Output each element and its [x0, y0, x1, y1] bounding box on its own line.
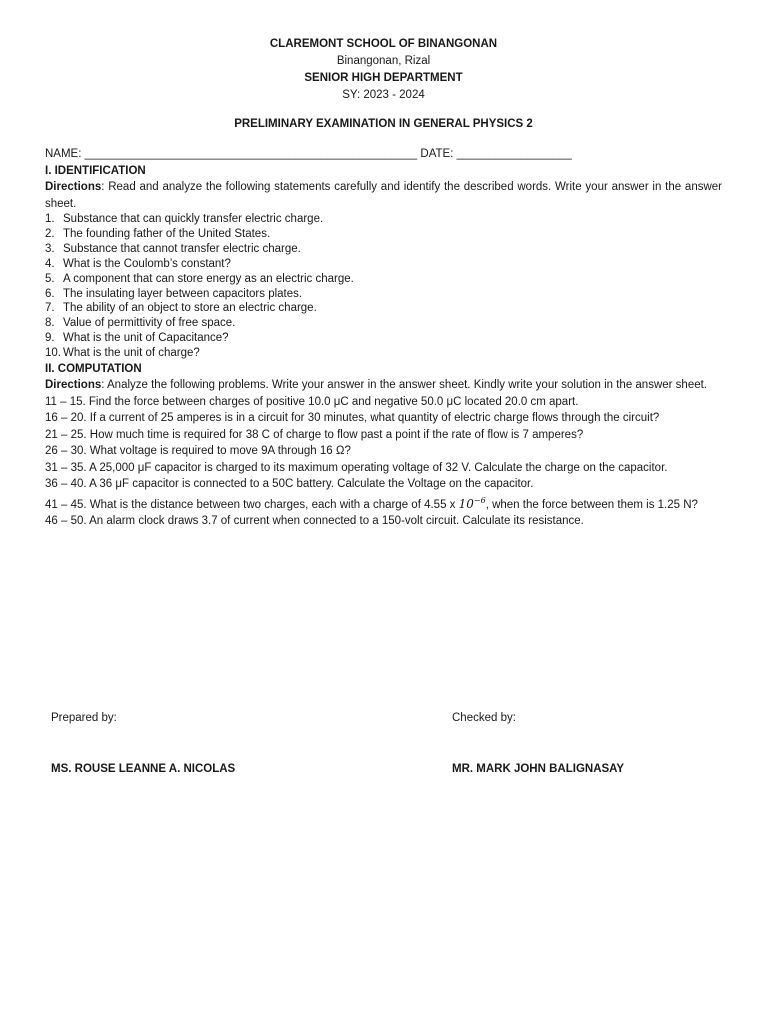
item-number: 10. — [45, 347, 61, 360]
computation-problem: 21 – 25. How much time is required for 38 C of charge to flow past a point if the rate of flow is 7 amperes? — [45, 428, 584, 441]
item-text: Value of permittivity of free space. — [63, 317, 236, 330]
item-text: What is the unit of charge? — [63, 347, 200, 360]
name-date-line: NAME: ____________________________________________________ DATE: __________________ — [45, 148, 572, 160]
checked-by-name: MR. MARK JOHN BALIGNASAY — [452, 763, 625, 775]
directions-text: : Read and analyze the following statements carefully and identify the described words. Write your answer in the answer sheet. — [45, 181, 722, 210]
school-name: CLAREMONT SCHOOL OF BINANGONAN — [269, 38, 498, 50]
identification-item — [45, 287, 722, 302]
item-number: 1. — [45, 213, 55, 225]
computation-problem: 26 – 30. What voltage is required to move 9A through 16 Ω? — [45, 445, 351, 458]
exam-page — [45, 36, 722, 530]
item-number: 2. — [45, 227, 55, 240]
identification-item — [45, 227, 722, 242]
item-number: 5. — [45, 272, 55, 285]
item-text: What is the unit of Capacitance? — [63, 332, 229, 345]
problem-text: 41 – 45. What is the distance between two charges, each with a charge of 4.55 x — [45, 498, 459, 511]
directions-label: Directions — [45, 181, 102, 193]
identification-item — [45, 257, 722, 272]
directions-label: Directions — [45, 379, 102, 392]
identification-directions — [45, 179, 722, 212]
item-text: The ability of an object to store an electric charge. — [63, 302, 317, 315]
item-number: 3. — [45, 242, 55, 255]
item-text: Substance that can quickly transfer electric charge. — [63, 213, 324, 225]
identification-item — [45, 346, 722, 361]
department: SENIOR HIGH DEPARTMENT — [304, 72, 463, 84]
identification-item — [45, 242, 722, 257]
prepared-by-label: Prepared by: — [51, 712, 117, 724]
problem-46-50: 46 – 50. An alarm clock draws 3.7 of current when connected to a 150-volt circuit. Calculate its resistance. — [45, 515, 584, 528]
identification-item — [45, 272, 722, 287]
school-location: Binangonan, Rizal — [336, 55, 431, 67]
item-text: The founding father of the United States. — [63, 227, 271, 240]
problem-list — [45, 394, 722, 493]
identification-item — [45, 331, 722, 346]
computation-heading: II. COMPUTATION — [45, 363, 142, 376]
computation-problem: 16 – 20. If a current of 25 amperes is in a circuit for 30 minutes, what quantity of electric charge flows through the circuit? — [45, 412, 660, 425]
exam-title: PRELIMINARY EXAMINATION IN GENERAL PHYSICS 2 — [234, 118, 533, 130]
identification-item — [45, 212, 722, 227]
identification-list — [45, 212, 722, 361]
directions-text: : Analyze the following problems. Write your answer in the answer sheet. Kindly write your solution in the answer sheet. — [101, 379, 708, 392]
item-number: 4. — [45, 257, 55, 270]
exponent: −6 — [473, 495, 486, 505]
item-text: The insulating layer between capacitors plates. — [63, 287, 303, 300]
computation-problem: 11 – 15. Find the force between charges of positive 10.0 μC and negative 50.0 μC located 20.0 cm apart. — [45, 395, 579, 408]
problem-41-45 — [45, 493, 722, 514]
checked-by-label: Checked by: — [452, 712, 516, 724]
school-year: SY: 2023 - 2024 — [342, 89, 425, 101]
item-text: What is the Coulomb’s constant? — [63, 257, 231, 270]
computation-problem: 36 – 40. A 36 μF capacitor is connected to a 50C battery. Calculate the Voltage on the capacitor. — [45, 478, 534, 491]
computation-directions — [45, 377, 722, 394]
identification-item — [45, 316, 722, 331]
item-number: 6. — [45, 287, 55, 300]
base: 10 — [458, 496, 474, 511]
identification-heading: I. IDENTIFICATION — [45, 165, 146, 177]
identification-item — [45, 301, 722, 316]
prepared-by-name: MS. ROUSE LEANNE A. NICOLAS — [51, 763, 236, 775]
computation-problem: 31 – 35. A 25,000 μF capacitor is charged to its maximum operating voltage of 32 V. Calculate the charge on the capacitor. — [45, 461, 668, 474]
item-text: A component that can store energy as an electric charge. — [63, 272, 354, 285]
header — [45, 36, 722, 104]
problem-text: , when the force between them is 1.25 N? — [485, 498, 698, 511]
item-text: Substance that cannot transfer electric charge. — [63, 242, 301, 255]
power-of-ten — [459, 497, 486, 511]
item-number: 7. — [45, 302, 55, 315]
item-number: 9. — [45, 332, 55, 345]
item-number: 8. — [45, 317, 55, 330]
